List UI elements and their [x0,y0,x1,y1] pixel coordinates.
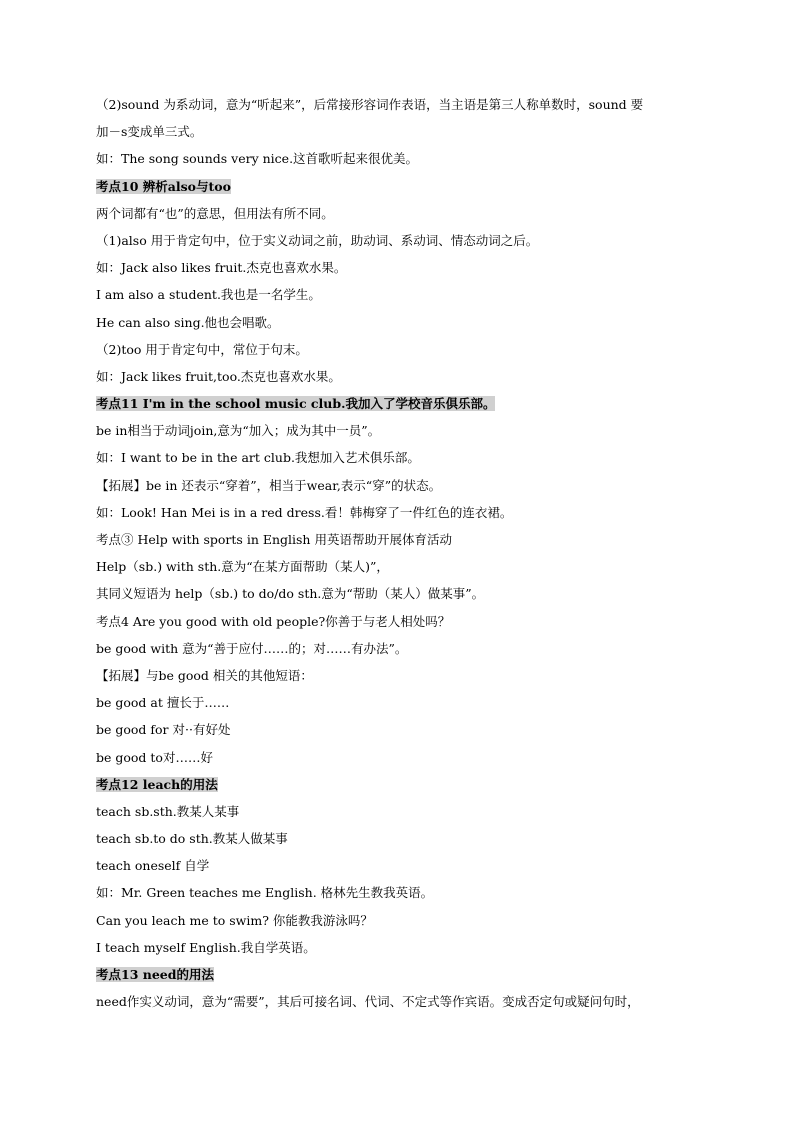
section-heading [96,961,706,988]
text-line-content: 如：The song sounds very nice.这首歌听起来很优美。 [96,151,419,167]
text-line-content: （1)also 用于肯定句中，位于实义动词之前，助动词、系动词、情态动词之后。 [96,232,539,248]
text-line [96,907,706,934]
section-heading-text: 考点11 I'm in the school music club.我加入了学校音乐俱乐部。 [96,396,496,412]
text-line [96,608,706,635]
text-line-content: 考点4 Are you good with old people?你善于与老人相处吗？ [96,613,451,629]
text-line [96,444,706,471]
text-line [96,744,706,771]
text-line [96,635,706,662]
text-line-content: He can also sing.他也会唱歌。 [96,314,280,330]
text-line-content: 如：Mr. Green teaches me English. 格林先生教我英语。 [96,885,434,901]
section-heading-text: 考点10 辨析also与too [96,178,231,194]
text-line-content: teach sb.to do sth.教某人做某事 [96,831,288,847]
text-line [96,145,706,172]
text-line [96,118,706,145]
text-line-content: 其同义短语为 help（sb.) to do/do sth.意为“帮助（某人）做某事”。 [96,586,485,602]
text-line [96,254,706,281]
text-line [96,879,706,906]
text-line-content: 【拓展】与be good 相关的其他短语： [96,667,313,683]
text-line [96,716,706,743]
section-heading-text: 考点13 need的用法 [96,967,214,982]
text-line [96,580,706,607]
text-line-content: 如：Jack also likes fruit.杰克也喜欢水果。 [96,260,347,276]
text-line-content: be good to对……好 [96,749,213,765]
text-line-content: Can you leach me to swim? 你能教我游泳吗？ [96,912,373,928]
text-line [96,553,706,580]
text-line-content: need作实义动词，意为“需要”，其后可接名词、代词、不定式等作宾语。变成否定句或疑问句时， [96,994,640,1010]
text-line-content: 考点③ Help with sports in English 用英语帮助开展体育活动 [96,532,452,547]
text-line [96,988,706,1015]
text-line-content: （2)too 用于肯定句中，常位于句末。 [96,341,308,357]
text-line-content: teach oneself 自学 [96,858,210,874]
text-line [96,499,706,526]
text-line-content: I teach myself English.我自学英语。 [96,939,316,955]
text-line [96,852,706,879]
text-line-content: 两个词都有“也”的意思，但用法有所不同。 [96,205,334,221]
text-line-content: be in相当于动词join,意为“加入；成为其中一员”。 [96,423,381,439]
text-line [96,200,706,227]
text-line-content: be good for 对··有好处 [96,722,231,738]
text-line-content: （2)sound 为系动词，意为“听起来”，后常接形容词作表语，当主语是第三人称单数时，sound 要 [96,97,644,112]
text-line-content: Help（sb.) with sth.意为“在某方面帮助（某人)”， [96,559,389,575]
section-heading [96,771,706,798]
text-line-content: 如：Look! Han Mei is in a red dress.看！韩梅穿了一件红色的连衣裙。 [96,504,513,520]
text-line [96,689,706,716]
text-line [96,91,706,118]
text-line-content: 【拓展】be in 还表示“穿着”，相当于wear,表示“穿”的状态。 [96,477,442,493]
text-line [96,227,706,254]
text-line-content: teach sb.sth.教某人某事 [96,803,240,819]
text-line-content: 如：I want to be in the art club.我想加入艺术俱乐部。 [96,450,420,466]
text-line-content: 加－s变成单三式。 [96,124,203,140]
text-line [96,662,706,689]
section-heading [96,390,706,417]
text-line-content: be good at 擅长于…… [96,695,230,711]
text-line [96,309,706,336]
text-line [96,417,706,444]
text-line [96,526,706,553]
text-line [96,472,706,499]
text-line [96,336,706,363]
text-line [96,281,706,308]
text-line [96,798,706,825]
text-line [96,363,706,390]
text-line-content: be good with 意为“善于应付……的；对……有办法”。 [96,640,408,656]
section-heading [96,173,706,200]
text-line [96,825,706,852]
text-line-content: 如：Jack likes fruit,too.杰克也喜欢水果。 [96,368,341,384]
document-page [96,91,706,1015]
section-heading-text: 考点12 leach的用法 [96,776,218,792]
text-line [96,934,706,961]
text-line-content: I am also a student.我也是一名学生。 [96,287,321,303]
